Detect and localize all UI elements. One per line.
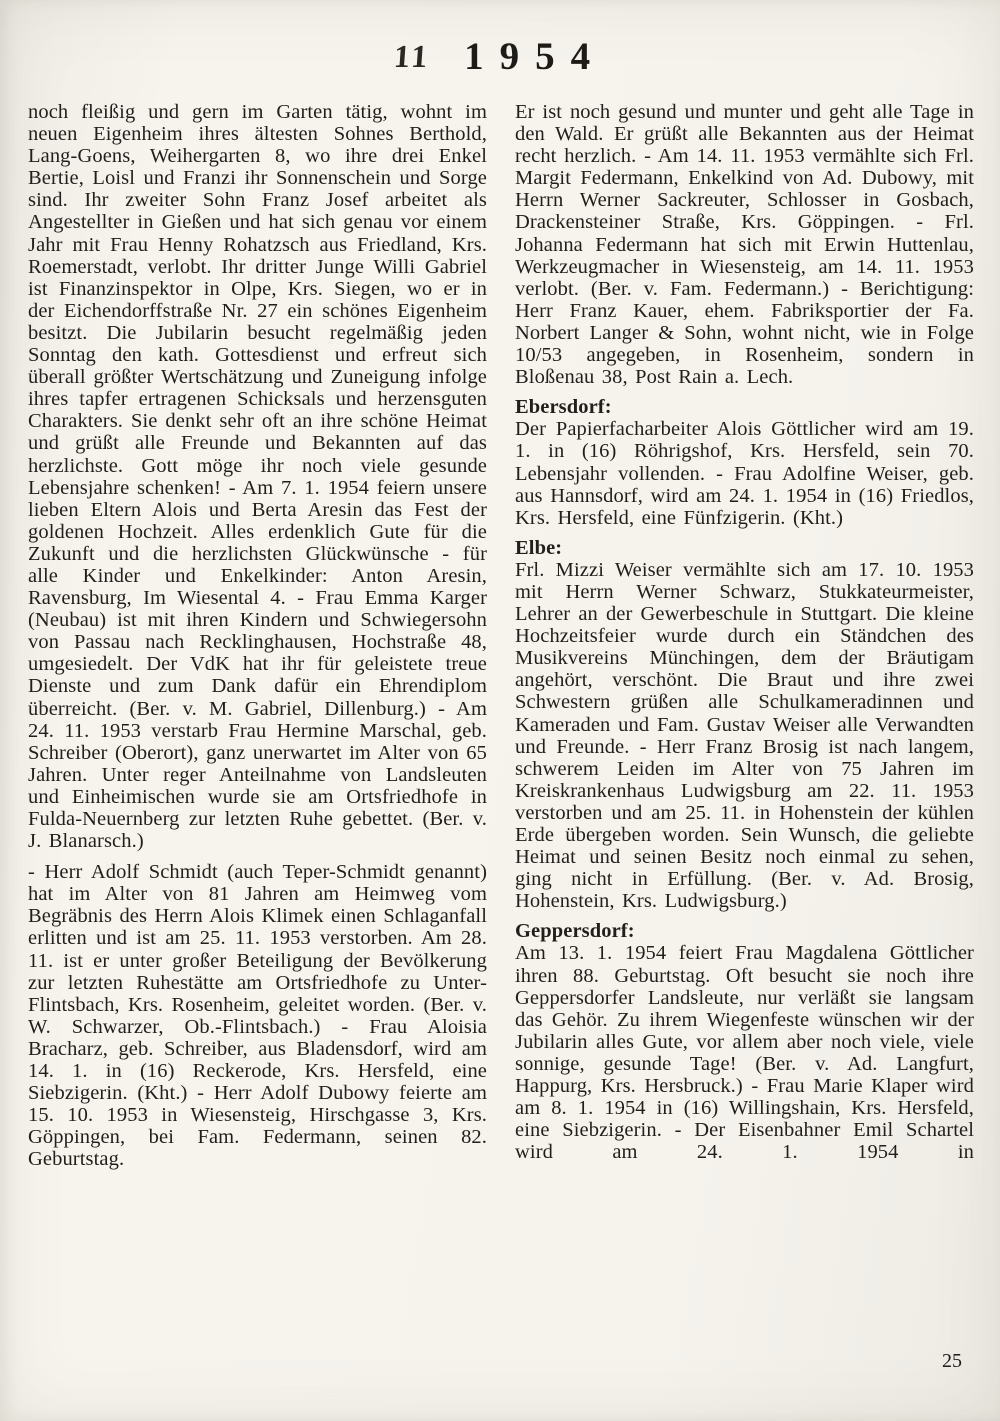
- section-heading-geppersdorf: Geppersdorf:: [515, 920, 635, 943]
- left-column: [28, 101, 487, 1171]
- issue-number: 11: [392, 38, 432, 74]
- section-text-geppersdorf: Am 13. 1. 1954 feiert Frau Magdalena Göttlicher ihren 88. Geburtstag. Oft besucht sie noch ihre Geppersdorfer Landsleute, nur verläßt sie langsam das Gehör. Zu ihrem Wiegenfeste wünschen wir der Jubilarin alles Gute, vor allem aber noch viele, viele sonnige, gesunde Tage! (Ber. v. Ad. Langfurt, Happurg, Krs. Hersbruck.) - Frau Marie Klaper wird am 8. 1. 1954 in (16) Willingshain, Krs. Hersfeld, eine Siebzigerin. - Der Eisenbahner Emil Schartel wird am 24. 1. 1954 in: [515, 942, 974, 1164]
- page-number: 25: [942, 1350, 962, 1372]
- paragraph-adolf-schmidt: - Herr Adolf Schmidt (auch Teper-Schmidt genannt) hat im Alter von 81 Jahren am Heimweg vom Begräbnis des Herrn Alois Klimek einen Schlaganfall erlitten und ist am 25. 11. 1953 verstorben. Am 28. 11. ist er unter großer Beteiligung der Bevölkerung zur letzten Ruhestätte am Ortsfriedhofe zu Unter-Flintsbach, Krs. Rosenheim, geleitet worden. (Ber. v. W. Schwarzer, Ob.-Flintsbach.) - Frau Aloisia Bracharz, geb. Schreiber, aus Bladensdorf, wird am 14. 1. in (16) Reckerode, Krs. Hersfeld, eine Siebzigerin. (Kht.) - Herr Adolf Dubowy feierte am 15. 10. 1953 in Wiesensteig, Hirschgasse 3, Krs. Göppingen, bei Fam. Federmann, seinen 82. Geburtstag.: [28, 861, 487, 1171]
- text-columns: [28, 101, 974, 1171]
- paragraph-continuation: noch fleißig und gern im Garten tätig, wohnt im neuen Eigenheim ihres ältesten Sohnes Berthold, Lang-Goens, Weihergarten 8, wo ihre drei Enkel Bertie, Loisl und Franzi ihr Sonnenschein und Sorge sind. Ihr zweiter Sohn Franz Josef arbeitet als Angestellter in Gießen und hat sich genau vor einem Jahr mit Frau Henny Rohatzsch aus Friedland, Krs. Roemerstadt, verlobt. Ihr dritter Junge Willi Gabriel ist Finanzinspektor in Olpe, Krs. Siegen, wo er in der Eichendorffstraße Nr. 27 ein schönes Eigenheim besitzt. Die Jubilarin besucht regelmäßig jeden Sonntag den kath. Gottesdienst und erfreut sich überall größter Wertschätzung und Zuneigung infolge ihres tapfer ertragenen Schicksals und herzensguten Charakters. Sie denkt sehr oft an ihre schöne Heimat und grüßt alle Freunde und Bekannten auf das herzlichste. Gott möge ihr noch viele gesunde Lebensjahre schenken! - Am 7. 1. 1954 feiern unsere lieben Eltern Alois und Berta Aresin das Fest der goldenen Hochzeit. Alles erdenklich Gute für die Zukunft und die herzlichsten Glückwünsche - für alle Kinder und Enkelkinder: Anton Aresin, Ravensburg, Im Wiesental 4. - Frau Emma Karger (Neubau) ist mit ihren Kindern und Schwiegersohn von Passau nach Recklinghausen, Hochstraße 48, umgesiedelt. Der VdK hat ihr für geleistete treue Dienste und zum Dank dafür ein Ehrendiplom überreicht. (Ber. v. M. Gabriel, Dillenburg.) - Am 24. 11. 1953 verstarb Frau Hermine Marschal, geb. Schreiber (Oberort), ganz unerwartet im Alter von 65 Jahren. Unter reger Anteilnahme von Landsleuten und Einheimischen wurde sie am Ortsfriedhofe in Fulda-Neuernberg zur letzten Ruhe gebettet. (Ber. v. J. Blanarsch.): [28, 101, 487, 853]
- paragraph-continuation-right: Er ist noch gesund und munter und geht alle Tage in den Wald. Er grüßt alle Bekannten aus der Heimat recht herzlich. - Am 14. 11. 1953 vermählte sich Frl. Margit Federmann, Enkelkind von Ad. Dubowy, mit Herrn Werner Sackreuter, Schlosser in Gosbach, Drackensteiner Straße, Krs. Göppingen. - Frl. Johanna Federmann hat sich mit Erwin Huttenlau, Werkzeugmacher in Wiesensteig, am 14. 11. 1953 verlobt. (Ber. v. Fam. Federmann.) - Berichtigung: Herr Franz Kauer, ehem. Fabriksportier der Fa. Norbert Langer & Sohn, wohnt nicht, wie in Folge 10/53 angegeben, in Rosenheim, sondern in Bloßenau 38, Post Rain a. Lech.: [515, 101, 974, 389]
- section-text-elbe: Frl. Mizzi Weiser vermählte sich am 17. 10. 1953 mit Herrn Werner Schwarz, Stukkateurmeister, Lehrer an der Gewerbeschule in Stuttgart. Die kleine Hochzeitsfeier wurde durch ein Ständchen des Musikvereins Münchingen, dem der Bräutigam angehört, verschönt. Die Braut und ihre zwei Schwestern grüßen alle Schulkameradinnen und Kameraden und Fam. Gustav Weiser alle Verwandten und Freunde. - Herr Franz Brosig ist nach langem, schwerem Leiden im Alter von 75 Jahren im Kreiskrankenhaus Ludwigsburg am 22. 11. 1953 verstorben und am 25. 11. in Hohenstein der kühlen Erde übergeben worden. Sein Wunsch, die geliebte Heimat und seinen Besitz noch einmal zu sehen, ging nicht in Erfüllung. (Ber. v. Ad. Brosig, Hohenstein, Krs. Ludwigsburg.): [515, 558, 974, 913]
- section-heading-ebersdorf: Ebersdorf:: [515, 396, 612, 419]
- right-column: [515, 101, 974, 1171]
- page-header: [0, 34, 1000, 79]
- year-heading: 1954: [464, 35, 607, 78]
- section-heading-elbe: Elbe:: [515, 536, 563, 559]
- section-text-ebersdorf: Der Papierfacharbeiter Alois Göttlicher wird am 19. 1. in (16) Röhrigshof, Krs. Hersfeld, sein 70. Lebensjahr vollenden. - Frau Adolfine Weiser, geb. aus Hannsdorf, wird am 24. 1. 1954 in (16) Friedlos, Krs. Hersfeld, eine Fünfzigerin. (Kht.): [515, 418, 974, 529]
